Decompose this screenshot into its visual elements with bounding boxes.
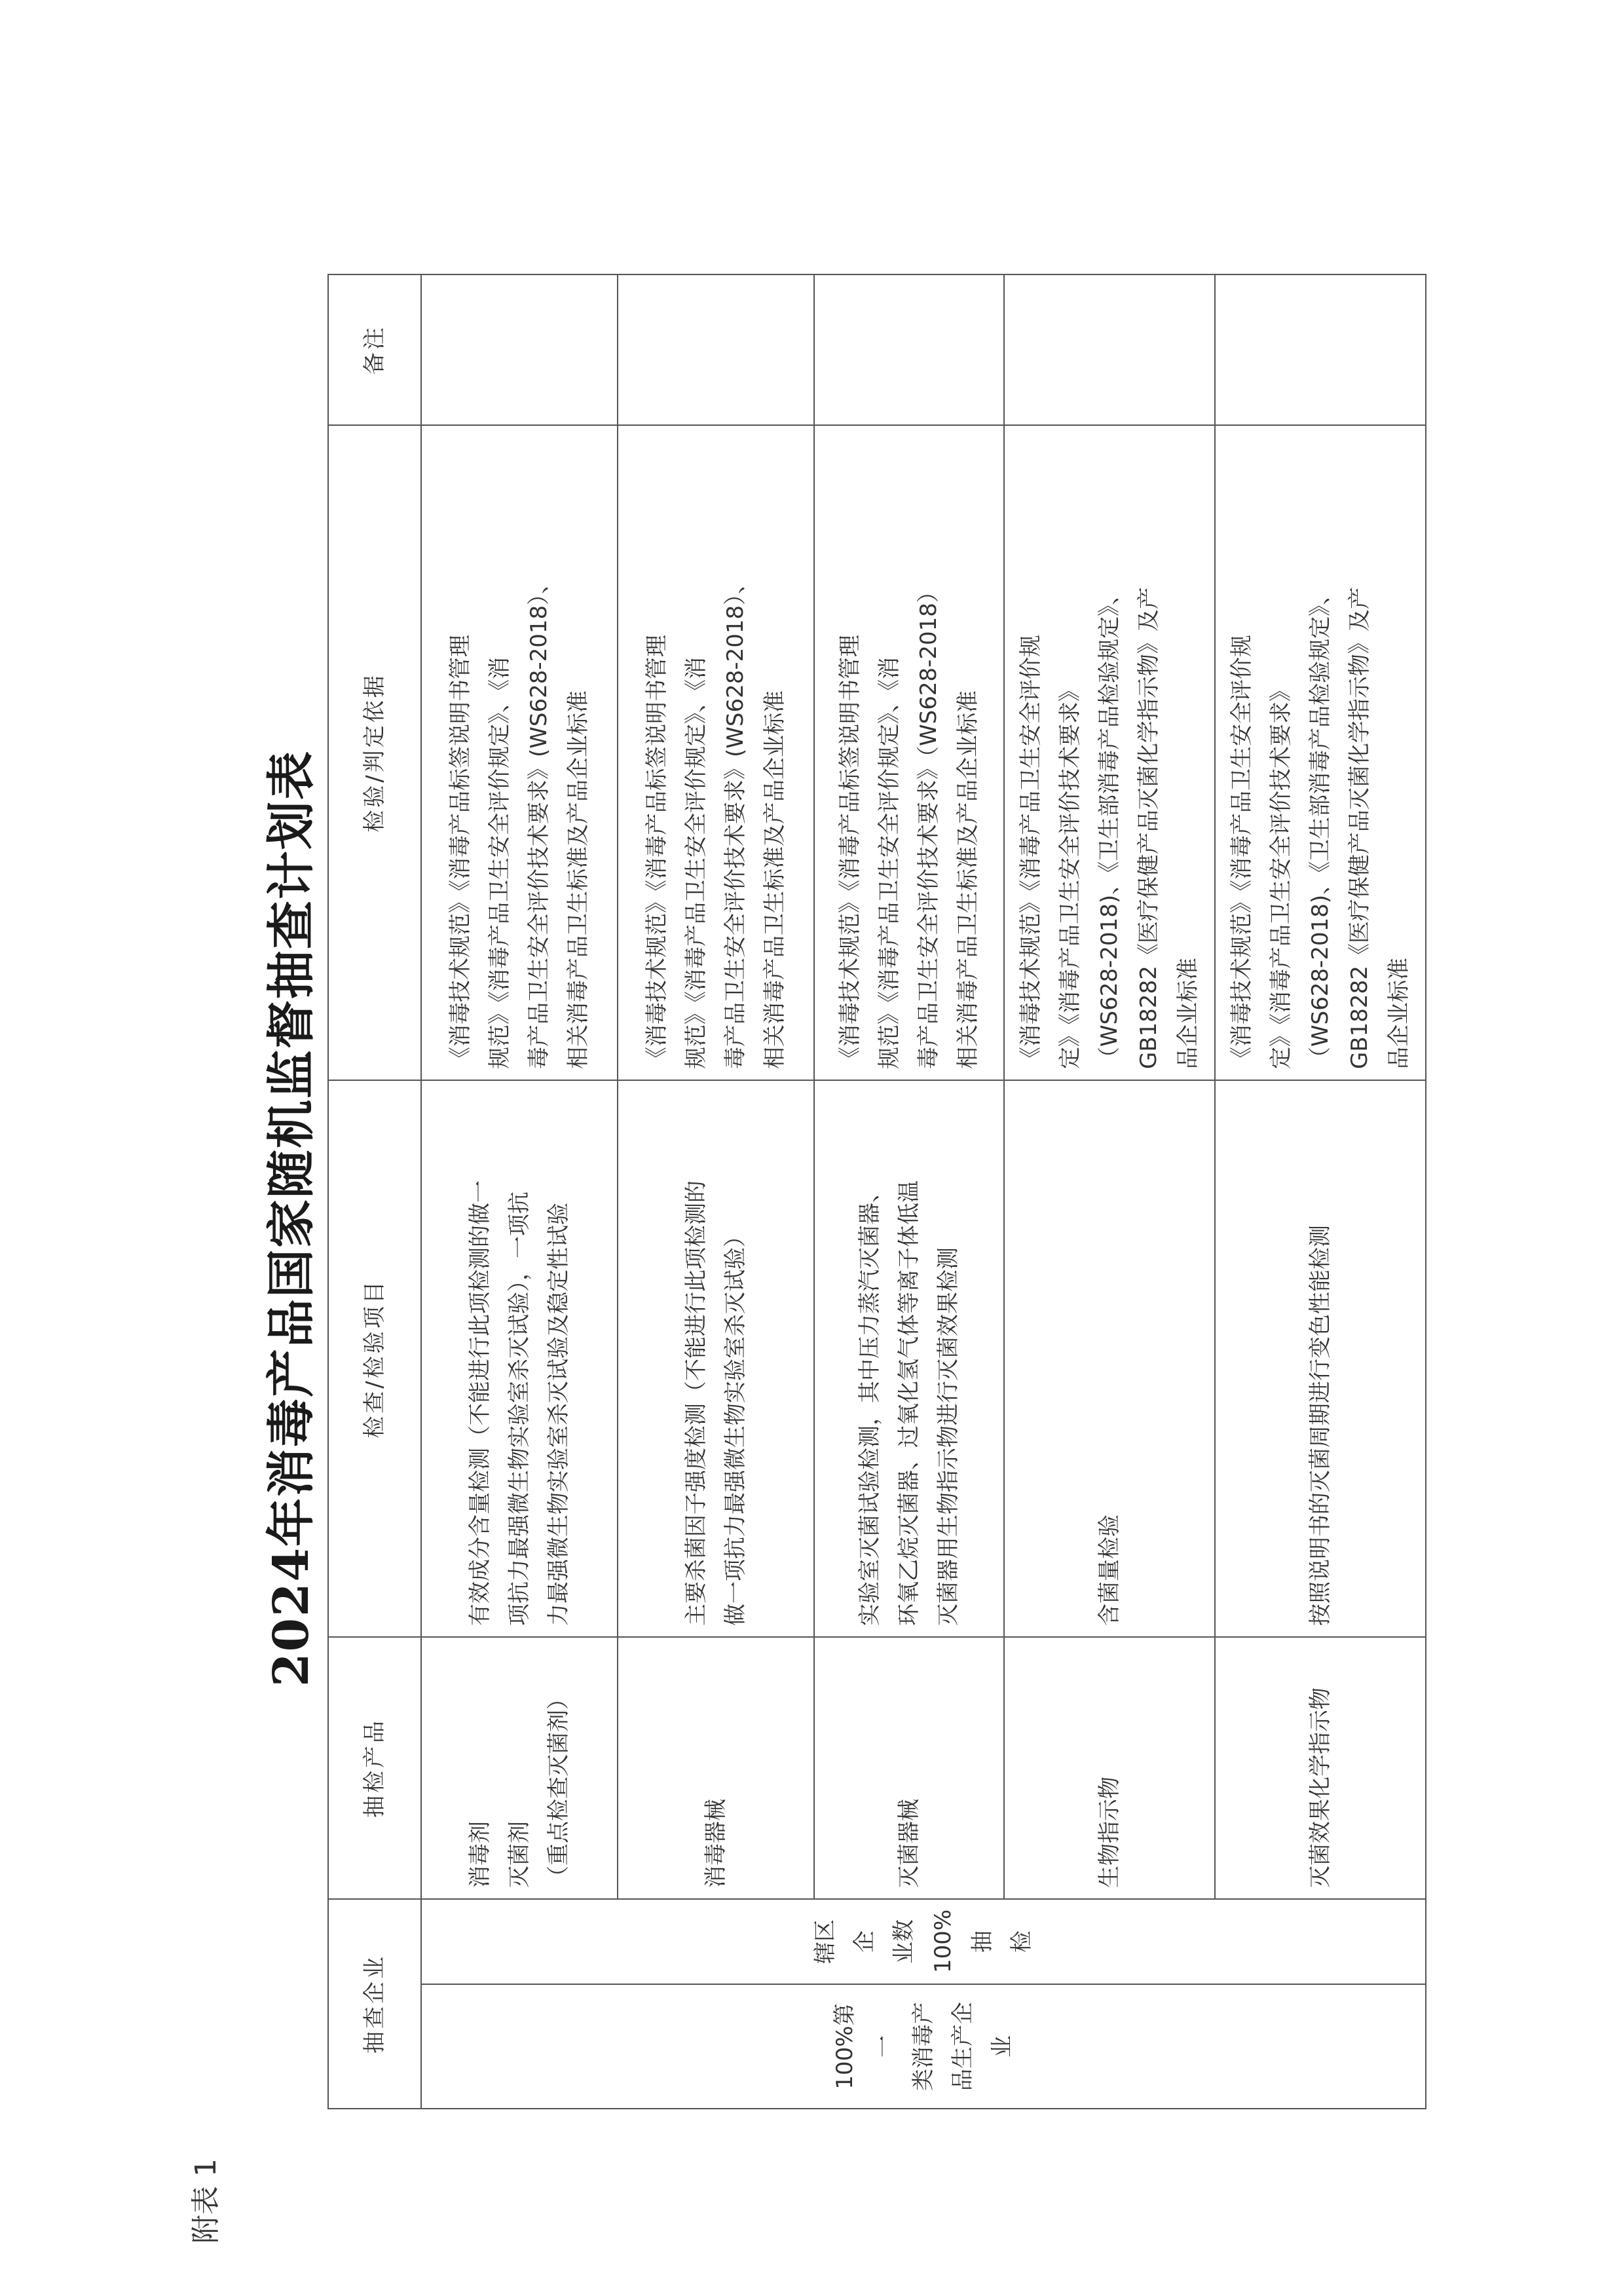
basis-line: GB18282《医疗保健产品灭菌化学指示物》及产 xyxy=(1136,587,1162,1069)
basis-line: 《消毒技术规范》《消毒产品标签说明书管理 xyxy=(447,635,474,1069)
items-line: 灭菌器用生物指示物进行灭菌效果检测 xyxy=(935,1247,961,1626)
enterprise-cell xyxy=(421,1984,1426,2109)
remarks-cell xyxy=(1004,274,1215,425)
product-cell xyxy=(814,1637,1004,1899)
basis-cell xyxy=(1215,425,1426,1080)
remarks-cell xyxy=(1215,274,1426,425)
basis-line: 相关消毒产品卫生标准及产品企业标准 xyxy=(955,690,981,1069)
items-cell xyxy=(814,1080,1004,1637)
items-line: 项抗力最强微生物实验室杀灭试验），一项抗 xyxy=(506,1192,532,1626)
items-line: 环氧乙烷灭菌器、过氧化氢气体等离子体低温 xyxy=(896,1180,922,1626)
product-cell xyxy=(1215,1637,1426,1899)
basis-cell xyxy=(814,425,1004,1080)
scope-line: 100%抽 xyxy=(930,1909,996,1973)
inspection-plan-table xyxy=(327,274,1426,2109)
items-line: 力最强微生物实验室杀灭试验及稳定性试验 xyxy=(546,1203,572,1626)
header-product: 抽检产品 xyxy=(328,1637,421,1899)
items-cell xyxy=(1004,1080,1215,1637)
product-cell xyxy=(421,1637,618,1899)
items-line: 含菌量检验 xyxy=(1096,1515,1123,1626)
header-items: 检查/检验项目 xyxy=(328,1080,421,1637)
enterprise-line: 品生产企 xyxy=(950,2002,976,2091)
remarks-cell xyxy=(618,274,814,425)
enterprise-line: 100%第一 xyxy=(832,2003,897,2090)
items-line: 按照说明书的灭菌周期进行变色性能检测 xyxy=(1307,1225,1333,1626)
basis-cell xyxy=(421,425,618,1080)
items-line: 主要杀菌因子强度检测（不能进行此项检测的 xyxy=(683,1180,709,1626)
basis-line: 规范》《消毒产品卫生安全评价规定》、《消 xyxy=(683,657,709,1069)
remarks-cell xyxy=(421,274,618,425)
basis-line: 毒产品卫生安全评价技术要求》（WS628-2018） xyxy=(916,580,942,1069)
basis-line: 品企业标准 xyxy=(1386,958,1412,1069)
scope-line: 检 xyxy=(1009,1930,1035,1953)
items-cell xyxy=(1215,1080,1426,1637)
basis-line: 规范》《消毒产品卫生安全评价规定》、《消 xyxy=(876,657,903,1069)
basis-line: 《消毒技术规范》《消毒产品标签说明书管理 xyxy=(644,635,670,1069)
header-enterprise: 抽查企业 xyxy=(328,1899,421,2109)
basis-line: 《消毒技术规范》《消毒产品卫生安全评价规 xyxy=(1229,635,1255,1069)
items-cell xyxy=(421,1080,618,1637)
scope-cell xyxy=(421,1899,1426,1984)
basis-line: 《消毒技术规范》《消毒产品卫生安全评价规 xyxy=(1018,635,1044,1069)
items-line: 有效成分含量检测（不能进行此项检测的做一 xyxy=(467,1180,493,1626)
basis-line: 相关消毒产品卫生标准及产品企业标准 xyxy=(762,690,788,1069)
basis-line: 定》《消毒产品卫生安全评价技术要求》 xyxy=(1057,679,1083,1069)
basis-line: 规范》《消毒产品卫生安全评价规定》、《消 xyxy=(487,657,513,1069)
table-row xyxy=(618,274,814,2109)
annex-label: 附表 1 xyxy=(189,2158,223,2244)
basis-cell xyxy=(618,425,814,1080)
product-line: 灭菌效果化学指示物 xyxy=(1307,1687,1333,1888)
enterprise-line: 业 xyxy=(989,2035,1015,2058)
table-row xyxy=(814,274,1004,2109)
remarks-cell xyxy=(814,274,1004,425)
items-line: 做一项抗力最强微生物实验室杀灭试验） xyxy=(722,1225,749,1626)
basis-line: 定》《消毒产品卫生安全评价技术要求》 xyxy=(1268,679,1294,1069)
basis-line: 品企业标准 xyxy=(1175,958,1201,1069)
product-line: （重点检查灭菌剂） xyxy=(546,1687,572,1888)
basis-line: 毒产品卫生安全评价技术要求》(WS628-2018）、 xyxy=(526,571,552,1069)
table-row xyxy=(1215,274,1426,2109)
scope-line: 业数 xyxy=(891,1919,917,1964)
document-title: 2024年消毒产品国家随机监督抽查计划表 xyxy=(263,750,320,1687)
items-line: 实验室灭菌试验检测，其中压力蒸汽灭菌器、 xyxy=(857,1180,883,1626)
basis-line: 毒产品卫生安全评价技术要求》(WS628-2018）、 xyxy=(722,571,749,1069)
table-row xyxy=(1004,274,1215,2109)
product-line: 消毒剂 xyxy=(467,1821,493,1888)
product-line: 灭菌剂 xyxy=(506,1821,532,1888)
header-remarks: 备注 xyxy=(328,274,421,425)
items-cell xyxy=(618,1080,814,1637)
basis-line: 相关消毒产品卫生标准及产品企业标准 xyxy=(565,690,591,1069)
enterprise-line: 类消毒产 xyxy=(910,2002,937,2091)
basis-cell xyxy=(1004,425,1215,1080)
product-cell xyxy=(618,1637,814,1899)
product-line: 生物指示物 xyxy=(1096,1777,1123,1888)
scope-line: 辖区企 xyxy=(812,1919,878,1964)
product-line: 灭菌器械 xyxy=(896,1799,922,1888)
header-basis: 检验/判定依据 xyxy=(328,425,421,1080)
product-cell xyxy=(1004,1637,1215,1899)
rotated-page-content xyxy=(255,275,1412,2162)
table-header-row xyxy=(328,274,421,2109)
product-line: 消毒器械 xyxy=(703,1799,729,1888)
basis-line: （WS628-2018)、《卫生部消毒产品检验规定》、 xyxy=(1096,582,1123,1069)
basis-line: GB18282《医疗保健产品灭菌化学指示物》及产 xyxy=(1347,587,1373,1069)
basis-line: （WS628-2018)、《卫生部消毒产品检验规定》、 xyxy=(1307,582,1333,1069)
basis-line: 《消毒技术规范》《消毒产品标签说明书管理 xyxy=(837,635,863,1069)
table-row xyxy=(421,274,618,2109)
